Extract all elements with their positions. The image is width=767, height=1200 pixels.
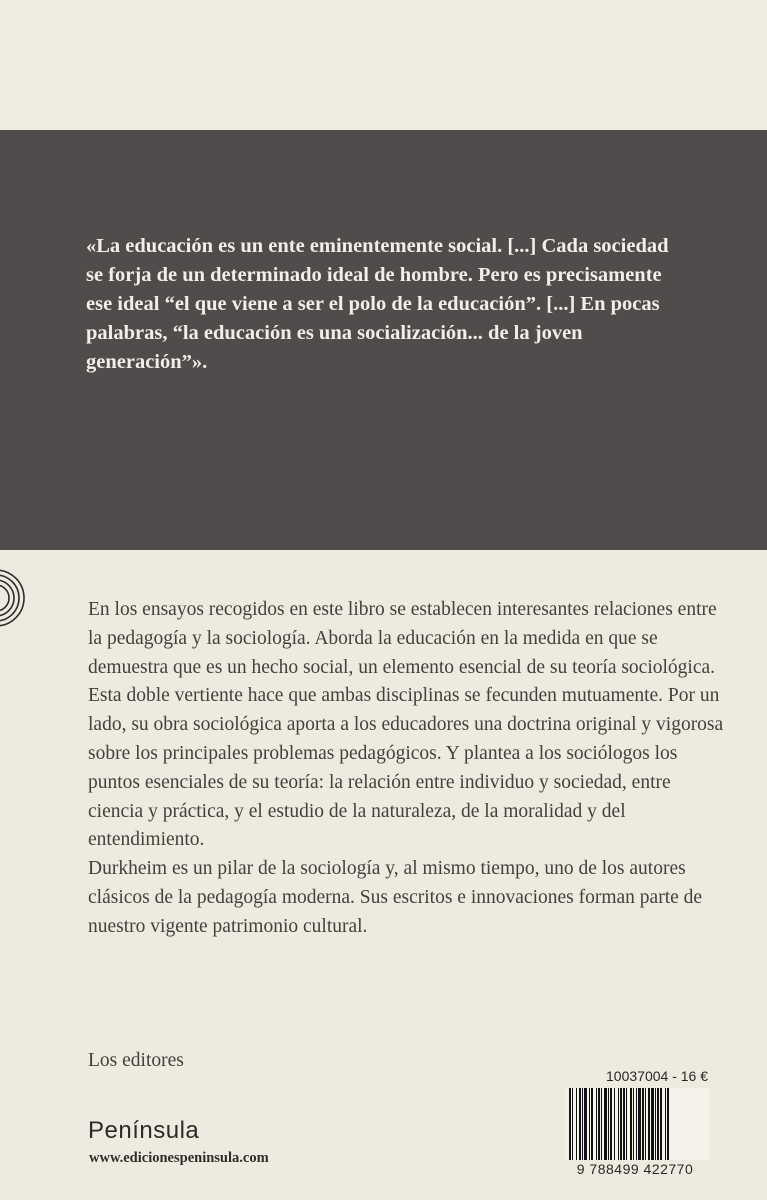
editors-signoff: Los editores — [88, 1050, 184, 1071]
barcode-bar — [657, 1088, 659, 1160]
pull-quote: «La educación es un ente eminentemente social. [...] Cada sociedad se forja de un determinado ideal de hombre. Pero es precisamente ese ideal “el que viene a ser el polo de la educación”. [...] En pocas palabras, “la educación es una socialización... de la joven generación”». — [86, 235, 669, 373]
blurb-paragraph: Durkheim es un pilar de la sociología y, al mismo tiempo, uno de los autores clásicos de la pedagogía moderna. Sus escritos e innovaciones forman parte de nuestro vigente patrimonio cultural. — [88, 858, 703, 937]
barcode-bar — [630, 1088, 632, 1160]
barcode — [566, 1088, 710, 1160]
barcode-bar — [651, 1088, 654, 1160]
barcode-bar — [598, 1088, 600, 1160]
barcode-bar — [576, 1088, 577, 1160]
barcode-bar — [655, 1088, 656, 1160]
barcode-bar — [636, 1088, 637, 1160]
barcode-bar — [596, 1088, 597, 1160]
barcode-bar — [572, 1088, 573, 1160]
barcode-bar — [608, 1088, 609, 1160]
barcode-bar — [618, 1088, 619, 1160]
publisher-url: www.edicionespeninsula.com — [89, 1150, 269, 1166]
barcode-bar — [591, 1088, 593, 1160]
barcode-bar — [665, 1088, 666, 1160]
barcode-bar — [620, 1088, 622, 1160]
barcode-bar — [626, 1088, 627, 1160]
barcode-bar — [604, 1088, 607, 1160]
spiral-logo-icon — [0, 566, 28, 630]
barcode-bar — [633, 1088, 634, 1160]
barcode-bar — [569, 1088, 571, 1160]
barcode-bar — [610, 1088, 612, 1160]
barcode-digits: 9 788499 422770 — [576, 1161, 694, 1177]
barcode-bar — [582, 1088, 583, 1160]
barcode-bar — [589, 1088, 590, 1160]
blurb-paragraph: En los ensayos recogidos en este libro se establecen interesantes relaciones entre la pedagogía y la sociología. Aborda la educación en la medida en que se demuestra que es un hecho social, un elemento esencial de su teoría sociológica. Esta doble vertiente hace que ambas disciplinas se fecunden mutuamente. Por un lado, su obra sociológica aporta a los educadores una doctrina original y vigorosa sobre los principales problemas pedagógicos. Y plantea a los sociólogos los puntos esenciales de su teoría: la relación entre individuo y sociedad, entre ciencia y práctica, y el estudio de la naturaleza, de la moralidad y del entendimiento. — [88, 599, 724, 851]
barcode-bar — [623, 1088, 625, 1160]
barcode-bar — [601, 1088, 602, 1160]
barcode-bar — [648, 1088, 650, 1160]
barcode-bar — [584, 1088, 587, 1160]
publisher-name: Península — [88, 1117, 200, 1144]
cover-top-area — [0, 0, 767, 130]
barcode-bar — [579, 1088, 581, 1160]
barcode-bar — [638, 1088, 641, 1160]
barcode-bar — [667, 1088, 669, 1160]
barcode-bar — [614, 1088, 615, 1160]
barcode-bar — [642, 1088, 644, 1160]
barcode-bar — [645, 1088, 646, 1160]
back-cover-blurb — [88, 596, 728, 942]
price-line: 10037004 - 16 € — [606, 1068, 708, 1084]
barcode-bar — [660, 1088, 662, 1160]
